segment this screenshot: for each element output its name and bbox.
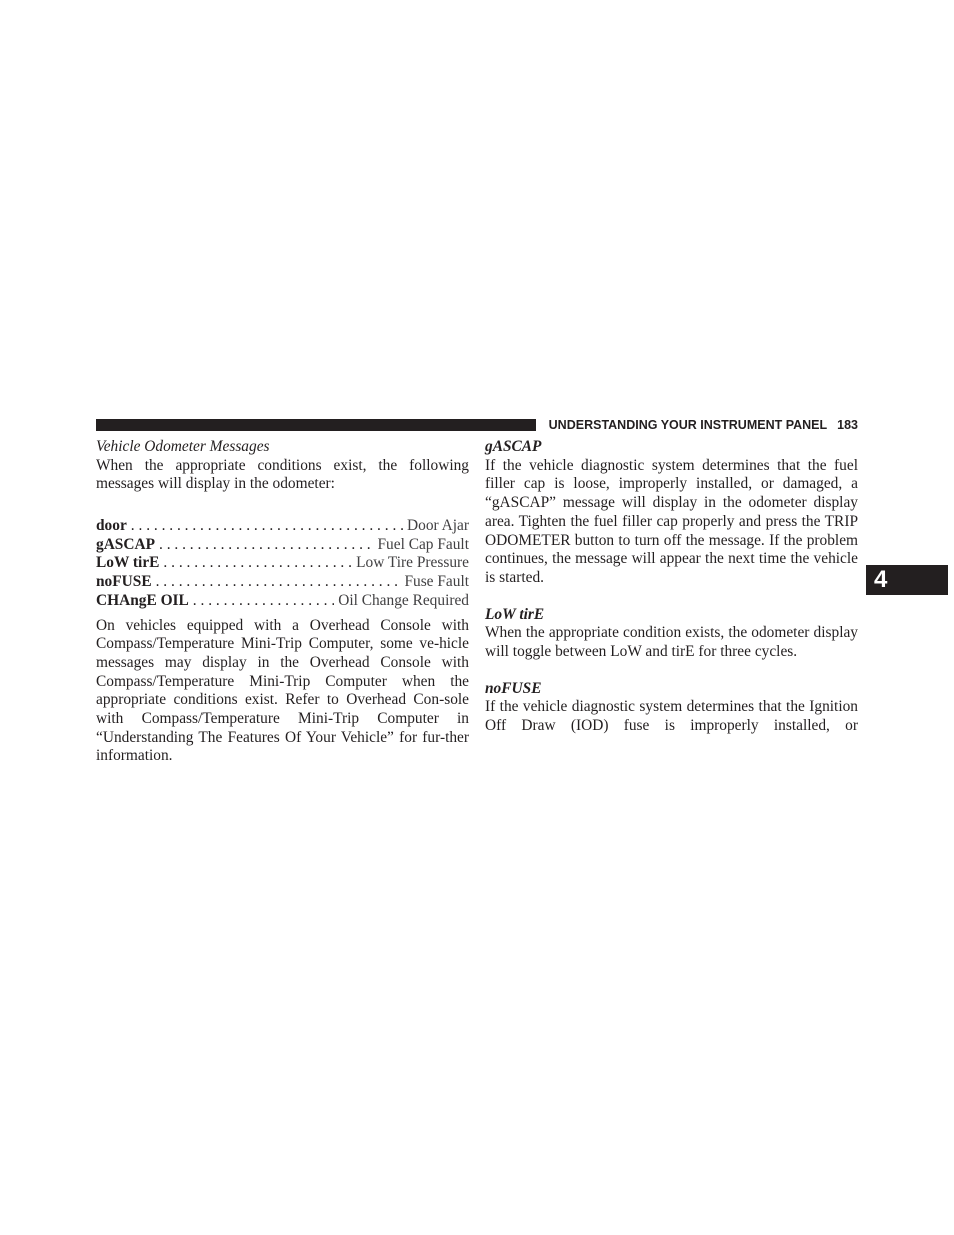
message-description: Fuel Cap Fault	[377, 535, 469, 553]
message-row-nofuse	[96, 573, 469, 592]
section-heading-nofuse: noFUSE	[485, 679, 542, 697]
message-code: LoW tirE	[96, 554, 160, 572]
message-list	[96, 517, 469, 610]
section-title: UNDERSTANDING YOUR INSTRUMENT PANEL	[548, 418, 828, 432]
leader-dots	[159, 536, 374, 555]
message-description: Door Ajar	[407, 517, 469, 535]
message-code: CHAngE OIL	[96, 591, 189, 609]
page-number: 183	[837, 418, 858, 432]
message-row-change-oil	[96, 592, 469, 611]
running-header	[546, 417, 858, 433]
left-column	[96, 438, 469, 766]
message-row-low-tire	[96, 554, 469, 573]
message-code: door	[96, 517, 127, 535]
message-row-gascap	[96, 536, 469, 555]
header-rule	[96, 419, 536, 431]
leader-dots	[131, 517, 403, 536]
section-heading: Vehicle Odometer Messages	[96, 438, 270, 455]
message-row-door	[96, 517, 469, 536]
section-body-low-tire: When the appropriate condition exists, the odometer display will toggle between LoW and tirE for three cycles.	[485, 624, 858, 661]
section-heading-low-tire: LoW tirE	[485, 605, 545, 623]
leader-dots	[163, 554, 352, 573]
leader-dots	[193, 592, 334, 611]
section-body-gascap: If the vehicle diagnostic system determines that the fuel filler cap is loose, improperly installed, or damaged, a “gASCAP” message will display in the odometer display area. Tighten the fuel filler cap properly and press the TRIP ODOMETER button to turn off the message. If the problem continues, the message will appear the next time the vehicle is started.	[485, 456, 858, 586]
message-code: gASCAP	[96, 535, 155, 553]
intro-paragraph: When the appropriate conditions exist, the following messages will display in the odometer:	[96, 456, 469, 493]
message-description: Oil Change Required	[338, 591, 469, 609]
section-body-nofuse: If the vehicle diagnostic system determines that the Ignition Off Draw (IOD) fuse is improperly installed, or	[485, 698, 858, 735]
chapter-tab: 4	[866, 565, 948, 595]
message-code: noFUSE	[96, 573, 152, 591]
section-heading-gascap: gASCAP	[485, 438, 542, 455]
message-description: Fuse Fault	[404, 573, 469, 591]
message-description: Low Tire Pressure	[356, 554, 469, 572]
leader-dots	[156, 573, 401, 592]
body-paragraph: On vehicles equipped with a Overhead Console with Compass/Temperature Mini-Trip Computer, some ve-hicle messages may display in the Overhead Console with Compass/Temperature Mini-Trip Computer when the appropriate conditions exist. Refer to Overhead Con-sole with Compass/Temperature Mini-Trip Computer in “Understanding The Features Of Your Vehicle” for fur-ther information.	[96, 616, 469, 765]
right-column	[485, 438, 858, 736]
